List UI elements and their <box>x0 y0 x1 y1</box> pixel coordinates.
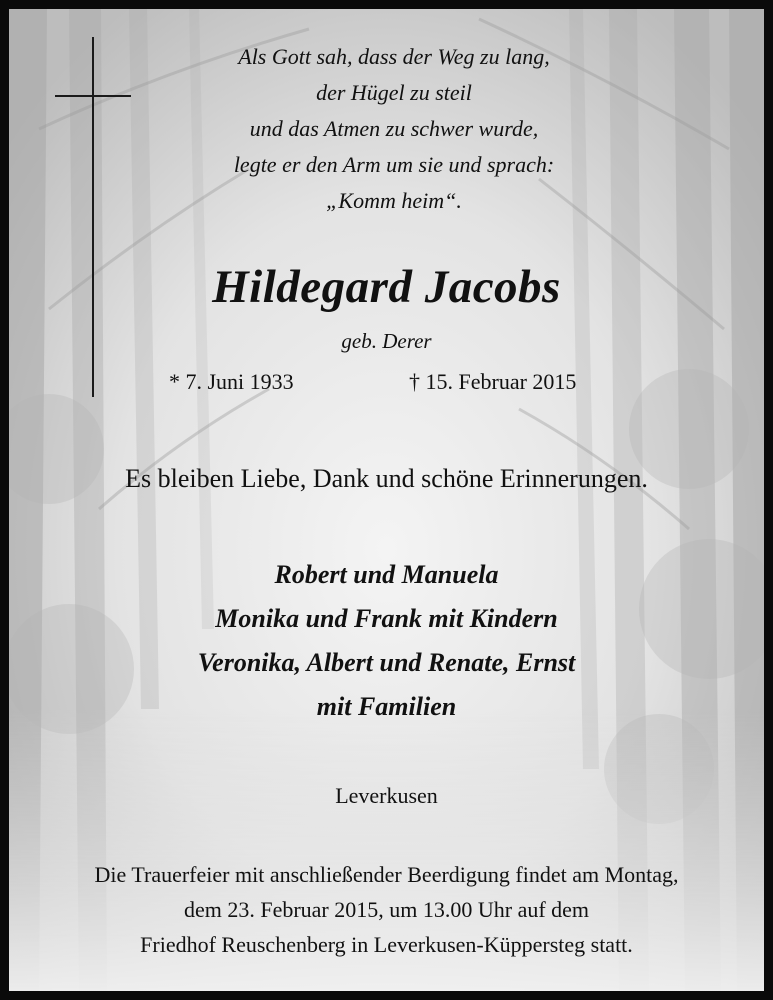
ceremony-info <box>9 857 764 962</box>
notice-content <box>9 9 764 991</box>
place: Leverkusen <box>335 783 438 808</box>
memory-line: Es bleiben Liebe, Dank und schöne Erinnerungen. <box>125 464 648 493</box>
ceremony-line: Friedhof Reuschenberg in Leverkusen-Küppersteg statt. <box>140 932 633 957</box>
cross-horizontal-bar <box>55 95 131 97</box>
family-line: mit Familien <box>316 692 457 721</box>
poem-line: legte er den Arm um sie und sprach: <box>233 152 555 177</box>
poem-line: der Hügel zu steil <box>316 80 472 105</box>
poem-line: „Komm heim“. <box>326 188 462 213</box>
poem-line: und das Atmen zu schwer wurde, <box>249 116 539 141</box>
birth-date: * 7. Juni 1933 <box>169 369 294 394</box>
poem <box>159 39 629 219</box>
family-line: Robert und Manuela <box>274 560 499 589</box>
family-line: Veronika, Albert und Renate, Ernst <box>197 648 576 677</box>
deceased-name: Hildegard Jacobs <box>212 261 561 313</box>
family-line: Monika und Frank mit Kindern <box>215 604 558 633</box>
ceremony-line: Die Trauerfeier mit anschließender Beerdigung findet am Montag, <box>94 862 679 887</box>
poem-line: Als Gott sah, dass der Weg zu lang, <box>238 44 550 69</box>
family-list <box>9 553 764 729</box>
maiden-name: geb. Derer <box>341 329 432 353</box>
death-date: † 15. Februar 2015 <box>409 369 577 394</box>
ceremony-line: dem 23. Februar 2015, um 13.00 Uhr auf dem <box>183 897 590 922</box>
